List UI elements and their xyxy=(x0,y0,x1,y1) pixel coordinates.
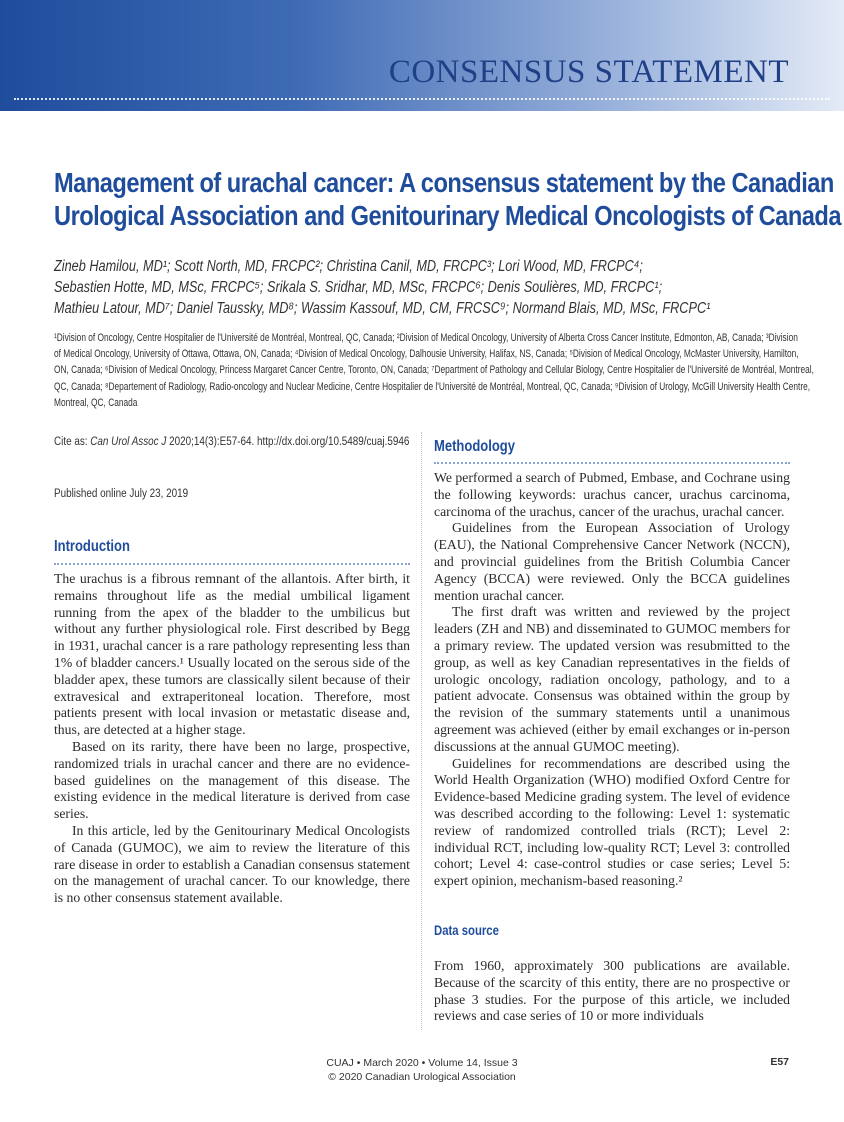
page-footer xyxy=(0,1056,844,1084)
copyright: © 2020 Canadian Urological Association xyxy=(328,1071,516,1083)
data-source-heading: Data source xyxy=(434,923,499,938)
section-label: CONSENSUS STATEMENT xyxy=(388,54,789,90)
introduction-divider xyxy=(54,563,410,565)
introduction-body xyxy=(54,571,410,907)
author-line: Mathieu Latour, MD⁷; Daniel Taussky, MD⁸; Wassim Kassouf, MD, CM, FRCSC⁹; Normand Blais, MD, MSc, FRCPC¹ xyxy=(54,300,711,317)
cite-prefix: Cite as: xyxy=(54,436,88,448)
page-number: E57 xyxy=(770,1056,789,1068)
paragraph: We performed a search of Pubmed, Embase, and Cochrane using the following keywords: urachus cancer, urachus carcinoma, carcinoma of the urachus, cancer of the urachus, urachal cancer. xyxy=(434,470,790,519)
affiliation-line: QC, Canada; ⁸Departement of Radiology, Radio-oncology and Nuclear Medicine, Centre Hospitalier de l'Université de Montréal, Montreal, QC, Canada; ⁹Division of Urology, McGill University Health Centre, xyxy=(54,380,811,393)
introduction-heading: Introduction xyxy=(54,538,130,555)
paragraph: In this article, led by the Genitourinary Medical Oncologists of Canada (GUMOC), we aim to review the literature of this rare disease in order to establish a Canadian consensus statement on the management of urachal cancer. To our knowledge, there is no other consensus statement available. xyxy=(54,822,410,906)
methodology-divider xyxy=(434,462,790,464)
affiliations xyxy=(54,330,814,411)
cite-journal: Can Urol Assoc J xyxy=(90,436,167,448)
article-title xyxy=(54,166,841,232)
affiliation-line: ¹Division of Oncology, Centre Hospitalier de l'Université de Montréal, Montreal, QC, Canada; ²Division of Medical Oncology, University of Alberta Cross Cancer Institute, Edmonton, AB, Canada; ³Division xyxy=(54,332,798,344)
column-divider xyxy=(421,432,422,1030)
article-title-line: Management of urachal cancer: A consensus statement by the Canadian xyxy=(54,167,834,198)
data-source-body xyxy=(434,958,790,1025)
affiliation-line: of Medical Oncology, University of Ottawa, Ottawa, ON, Canada; ⁴Division of Medical Oncology, Dalhousie University, Halifax, NS, Canada; ⁵Division of Medical Oncology, McMaster University, Hamilton, xyxy=(54,348,799,361)
citation xyxy=(54,436,409,448)
banner-divider xyxy=(14,98,830,100)
header-banner xyxy=(0,0,844,111)
paragraph: The first draft was written and reviewed by the project leaders (ZH and NB) and disseminated to GUMOC members for a primary review. The updated version was resubmitted to the group, as well as key Canadian representatives in the fields of urologic oncology, radiation oncology, pathology, and to a patient advocate. Consensus was obtained within the group by the revision of the summary statements until a unanimous agreement was achieved (either by email exchanges or in-person discussions at the annual GUMOC meeting). xyxy=(434,604,790,754)
paragraph: Guidelines from the European Association of Urology (EAU), the National Comprehensive Cancer Network (NCCN), and provincial guidelines from the British Columbia Cancer Agency (BCCA) were reviewed. Only the BCCA guidelines mention urachal cancer. xyxy=(434,520,790,603)
paragraph: From 1960, approximately 300 publications are available. Because of the scarcity of this entity, there are no prospective or phase 3 studies. For the purpose of this article, we included reviews and case series of 10 or more individuals xyxy=(434,958,790,1024)
article-title-line: Urological Association and Genitourinary Medical Oncologists of Canada xyxy=(54,200,841,231)
affiliation-line: ON, Canada; ⁶Division of Medical Oncology, Princess Margaret Cancer Centre, Toronto, ON, Canada; ⁷Department of Pathology and Cellular Biology, Centre Hospitalier de l'Université de Montréal, Montreal, xyxy=(54,364,814,377)
methodology-heading: Methodology xyxy=(434,438,516,455)
paragraph: Based on its rarity, there have been no large, prospective, randomized trials in urachal cancer and there are no evidence-based guidelines on the management of this disease. The existing evidence in the medical literature is derived from case series. xyxy=(54,738,410,822)
author-line: Sebastien Hotte, MD, MSc, FRCPC⁵; Srikala S. Sridhar, MD, MSc, FRCPC⁶; Denis Soulières, MD, FRCPC¹; xyxy=(54,279,663,296)
paragraph: Guidelines for recommendations are described using the World Health Organization (WHO) modified Oxford Centre for Evidence-based Medicine grading system. The level of evidence was described according to the following: Level 1: systematic review of randomized controlled trials (RCT); Level 2: individual RCT, including low-quality RCT; Level 3: controlled cohort; Level 4: case-control studies or case series; Level 5: expert opinion, mechanism-based reasoning.² xyxy=(434,755,790,889)
paragraph: The urachus is a fibrous remnant of the allantois. After birth, it remains throughout life as the medial umbilical ligament running from the apex of the bladder to the umbilicus but without any further physiological role. First described by Begg in 1931, urachal cancer is a rare pathology representing less than 1% of bladder cancers.¹ Usually located on the serous side of the bladder apex, these tumors are classically silent because of their extravesical and extraperitoneal location. Therefore, most patients present with local invasion or metastatic disease and, thus, are detected at a higher stage. xyxy=(54,571,410,738)
author-line: Zineb Hamilou, MD¹; Scott North, MD, FRCPC²; Christina Canil, MD, FRCPC³; Lori Wood, MD, FRCPC⁴; xyxy=(54,258,643,275)
author-list xyxy=(54,256,792,319)
methodology-body xyxy=(434,470,790,890)
published-date: Published online July 23, 2019 xyxy=(54,488,189,500)
cite-details[interactable]: 2020;14(3):E57-64. http://dx.doi.org/10.5489/cuaj.5946 xyxy=(169,436,410,448)
affiliation-line: Montreal, QC, Canada xyxy=(54,396,138,409)
issue-line: CUAJ • March 2020 • Volume 14, Issue 3 xyxy=(326,1057,518,1069)
